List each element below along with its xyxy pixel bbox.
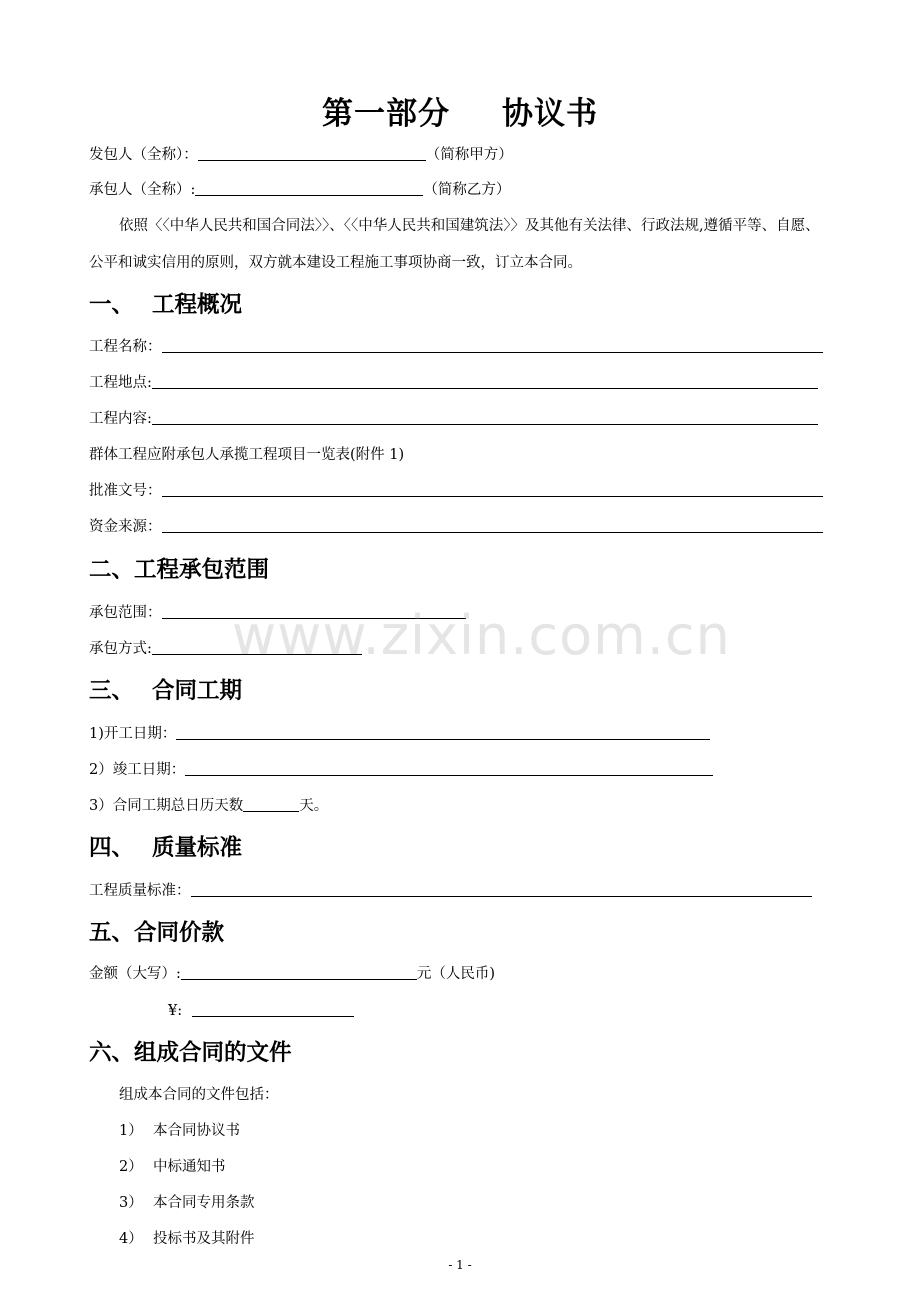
list-item: 2） 中标通知书 [119, 1159, 226, 1175]
project-content-line [89, 409, 818, 429]
total-days-blank[interactable] [243, 796, 299, 812]
start-date-line [89, 724, 710, 744]
title-name: 协议书 [502, 96, 598, 132]
end-date-line [89, 760, 713, 780]
quality-label: 工程质量标准： [89, 883, 191, 899]
amount-blank[interactable] [181, 964, 417, 980]
total-days-label: 3）合同工期总日历天数 [89, 798, 244, 814]
list-item: 3） 本合同专用条款 [119, 1195, 255, 1211]
total-days-unit: 天。 [299, 798, 329, 814]
section-6-heading: 六、组成合同的文件 [89, 1040, 292, 1066]
contractor-label: 发包人（全称）： [89, 147, 198, 163]
section-4-heading: 四、 质量标准 [89, 835, 243, 861]
scope-label: 承包范围： [89, 605, 162, 621]
mode-label: 承包方式: [89, 641, 152, 657]
amount-label: 金额（大写）: [89, 966, 181, 982]
section-5-heading: 五、合同价款 [89, 920, 225, 946]
section-3-heading: 三、 合同工期 [89, 678, 243, 704]
list-item: 1） 本合同协议书 [119, 1123, 240, 1139]
scope-blank[interactable] [162, 603, 466, 619]
start-date-blank[interactable] [176, 724, 710, 740]
project-content-label: 工程内容: [89, 411, 152, 427]
documents-intro: 组成本合同的文件包括： [119, 1087, 279, 1103]
contractee-blank[interactable] [195, 180, 423, 196]
yen-label: ¥: [168, 1003, 183, 1019]
contractee-label: 承包人（全称）: [89, 182, 196, 198]
project-name-label: 工程名称： [89, 339, 162, 355]
end-date-blank[interactable] [185, 760, 713, 776]
page-title [0, 88, 920, 133]
end-date-label: 2）竣工日期： [89, 762, 186, 778]
amount-line [89, 964, 495, 984]
project-content-blank[interactable] [152, 409, 818, 425]
funding-label: 资金来源： [89, 519, 162, 535]
approval-blank[interactable] [162, 481, 823, 497]
watermark: www.zixin.com.cn [232, 604, 731, 667]
project-location-label: 工程地点: [89, 375, 152, 391]
mode-line [89, 639, 362, 659]
amount-unit: 元（人民币) [416, 966, 496, 982]
contractor-blank[interactable] [198, 145, 426, 161]
project-name-blank[interactable] [162, 337, 823, 353]
project-location-blank[interactable] [152, 373, 818, 389]
page-number: - 1 - [448, 1258, 472, 1272]
quality-blank[interactable] [191, 881, 812, 897]
intro-paragraph: 依照〈〈中华人民共和国合同法〉〉、〈〈中华人民共和国建筑法〉〉及其他有关法律、行政法规,遵循平等、自愿、公平和诚实信用的原则，双方就本建设工程施工事项协商一致，订立本合同。 [89, 218, 820, 271]
title-part: 第一部分 [322, 96, 450, 132]
contractor-short: （简称甲方） [425, 147, 513, 163]
contractee-short: （简称乙方） [423, 182, 511, 198]
yen-blank[interactable] [192, 1001, 354, 1017]
contractor-line [89, 145, 513, 165]
mode-blank[interactable] [152, 639, 362, 655]
project-name-line [89, 337, 823, 357]
yen-line [168, 1001, 354, 1021]
funding-blank[interactable] [162, 517, 823, 533]
funding-line [89, 517, 823, 537]
quality-line [89, 881, 812, 901]
project-location-line [89, 373, 818, 393]
section-2-heading: 二、工程承包范围 [89, 557, 270, 583]
group-note: 群体工程应附承包人承揽工程项目一览表(附件 1) [89, 447, 405, 463]
approval-line [89, 481, 823, 501]
start-date-label: 1)开工日期： [89, 726, 177, 742]
scope-line [89, 603, 466, 623]
contractee-line [89, 180, 510, 200]
list-item: 4） 投标书及其附件 [119, 1231, 255, 1247]
total-days-line [89, 796, 328, 816]
approval-label: 批准文号： [89, 483, 162, 499]
section-1-heading: 一、 工程概况 [89, 292, 243, 318]
